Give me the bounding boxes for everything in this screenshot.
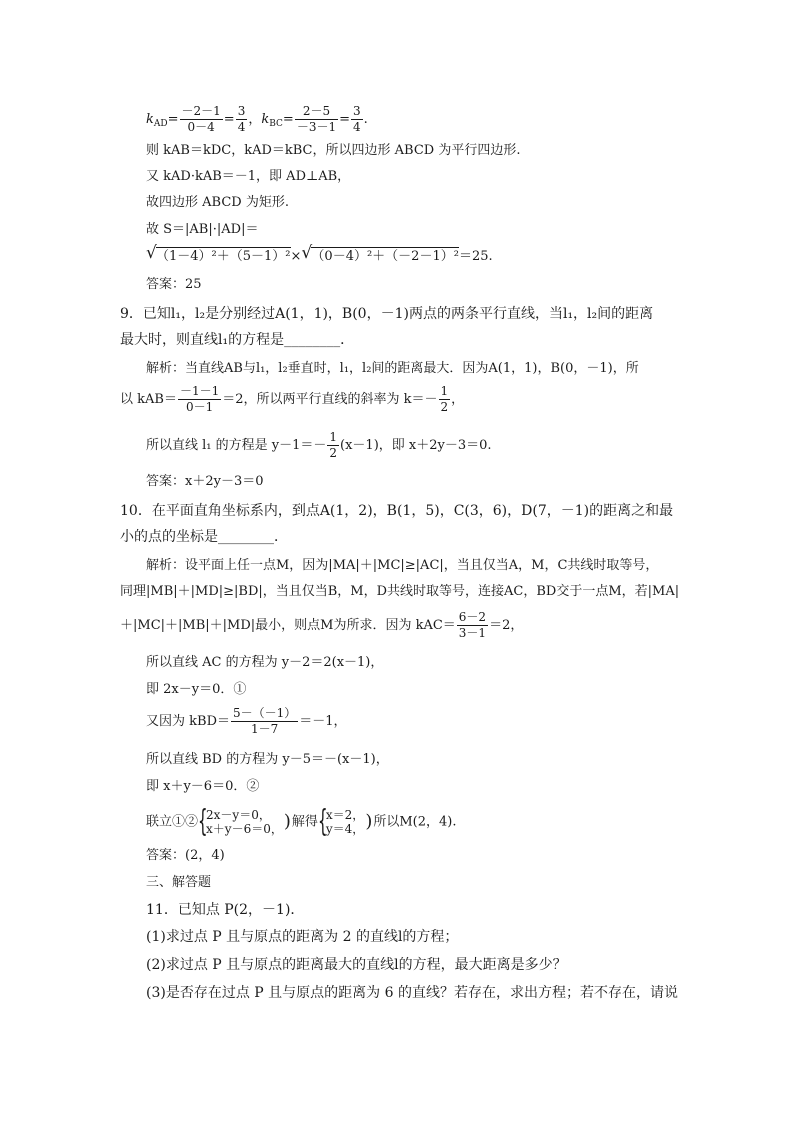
equation-system: { 2x－y＝0， x＋y－6＝0， bbox=[198, 804, 283, 839]
question-11-part-3: (3)是否存在过点 P 且与原点的距离为 6 的直线？若存在，求出方程；若不存在，请说 bbox=[146, 985, 678, 1001]
solution-10-line-1: 解析：设平面上任一点M，因为|MA|＋|MC|≥|AC|，当且仅当A，M，C共线时取等号， bbox=[146, 558, 659, 573]
fraction: $\frac{-2-1}{0-4}$ bbox=[181, 104, 221, 134]
question-10-line-2: 小的点的坐标是________． bbox=[120, 529, 288, 545]
solution-10-line-4: 所以直线 AC 的方程为 y－2＝2(x－1)， bbox=[146, 655, 384, 670]
text-line: 则 kAB＝kDC，kAD＝kBC，所以四边形 ABCD 为平行四边形. bbox=[146, 143, 521, 158]
solution-10-line-2: 同理|MB|＋|MD|≥|BD|，当且仅当B，M，D共线时取等号，连接AC，BD交于一点M，若|MA| bbox=[120, 584, 680, 599]
solution-10-line-7: 所以直线 BD 的方程为 y－5＝－(x－1)， bbox=[146, 752, 389, 767]
answer-line: 答案：(2，4) bbox=[146, 848, 225, 863]
fraction: $\frac{1}{2}$ bbox=[440, 384, 449, 414]
solution-10-line-6: 又因为 kBD＝ $\frac{5-(-1)}{1-7}$ ＝－1， bbox=[146, 706, 347, 736]
fraction: $\frac{1}{2}$ bbox=[329, 430, 338, 460]
fraction: $\frac{3}{4}$ bbox=[353, 104, 361, 134]
solution-10-line-5: 即 2x－y＝0．① bbox=[146, 682, 247, 697]
solution-9-line-1: 解析：当直线AB与l₁，l₂垂直时，l₁，l₂间的距离最大．因为A(1，1)，B(0，－1)，所 bbox=[146, 361, 639, 376]
solution-9-line-3: 所以直线 l₁ 的方程是 y－1＝－ $\frac{1}{2}$ (x－1)，即 x＋2y－3＝0. bbox=[146, 430, 492, 460]
fraction: $\frac{2-5}{-3-1}$ bbox=[296, 104, 337, 134]
solution-10-line-3: ＋|MC|＋|MB|＋|MD|最小，则点M为所求．因为 kAC＝ $\frac{6-2}{3-1}$ ＝2， bbox=[120, 610, 524, 640]
question-11-line: 11．已知点 P(2，－1)． bbox=[146, 902, 305, 918]
fraction: $\frac{5-(-1)}{1-7}$ bbox=[233, 706, 297, 736]
answer-line: 答案：25 bbox=[146, 277, 202, 292]
question-11-part-1: (1)求过点 P 且与原点的距离为 2 的直线l的方程； bbox=[146, 929, 459, 945]
text-line: 故 S＝|AB|·|AD|＝ bbox=[146, 222, 259, 237]
solution-10-system-line: 联立①② { 2x－y＝0， x＋y－6＝0， )解得 { x＝2， y＝4， )所以M(2，4). bbox=[146, 804, 457, 839]
question-11-part-2: (2)求过点 P 且与原点的距离最大的直线l的方程，最大距离是多少？ bbox=[146, 957, 567, 973]
fraction: $\frac{-1-1}{0-1}$ bbox=[179, 384, 220, 414]
fraction: $\frac{3}{4}$ bbox=[237, 104, 246, 134]
question-10-line-1: 10．在平面直角坐标系内，到点A(1，2)，B(1，5)，C(3，6)，D(7，－1)的距离之和最 bbox=[120, 503, 674, 519]
sqrt-product-line: √ （1－4）²＋（5－1）²× √ （0－4）²＋（－2－1）²＝25. bbox=[146, 243, 493, 264]
solution-9-line-2: 以 kAB＝ $\frac{-1-1}{0-1}$ ＝2，所以两平行直线的斜率为 k＝－ $\frac{1}{2}$ ， bbox=[120, 384, 465, 414]
question-9-line-1: 9．已知l₁，l₂是分别经过A(1，1)，B(0，－1)两点的两条平行直线，当l₁，l₂间的距离 bbox=[120, 306, 654, 322]
square-root: √ （1－4）²＋（5－1）² bbox=[146, 243, 291, 264]
fraction: $\frac{6-2}{3-1}$ bbox=[458, 610, 487, 640]
question-9-line-2: 最大时，则直线l₁的方程是________． bbox=[120, 332, 355, 348]
answer-line: 答案：x＋2y－3＝0 bbox=[146, 474, 264, 489]
text-line: 故四边形 ABCD 为矩形. bbox=[146, 195, 289, 210]
square-root: √ （0－4）²＋（－2－1）² bbox=[301, 243, 459, 264]
section-heading: 三、解答题 bbox=[146, 875, 212, 890]
solution-10-line-8: 即 x＋y－6＝0．② bbox=[146, 779, 260, 794]
equation-system: { x＝2， y＝4， bbox=[317, 804, 365, 839]
text-line: 又 kAD·kAB＝－1，即 AD⊥AB， bbox=[146, 169, 351, 184]
slope-line-ad-bc: $k_{AD}=$ $\frac{-2-1}{0-4}$ = $\frac{3}{4}$ ，$k_{BC}=$ $\frac{2-5}{-3-1}$ = $\frac{3}{4}$ . bbox=[146, 104, 368, 134]
